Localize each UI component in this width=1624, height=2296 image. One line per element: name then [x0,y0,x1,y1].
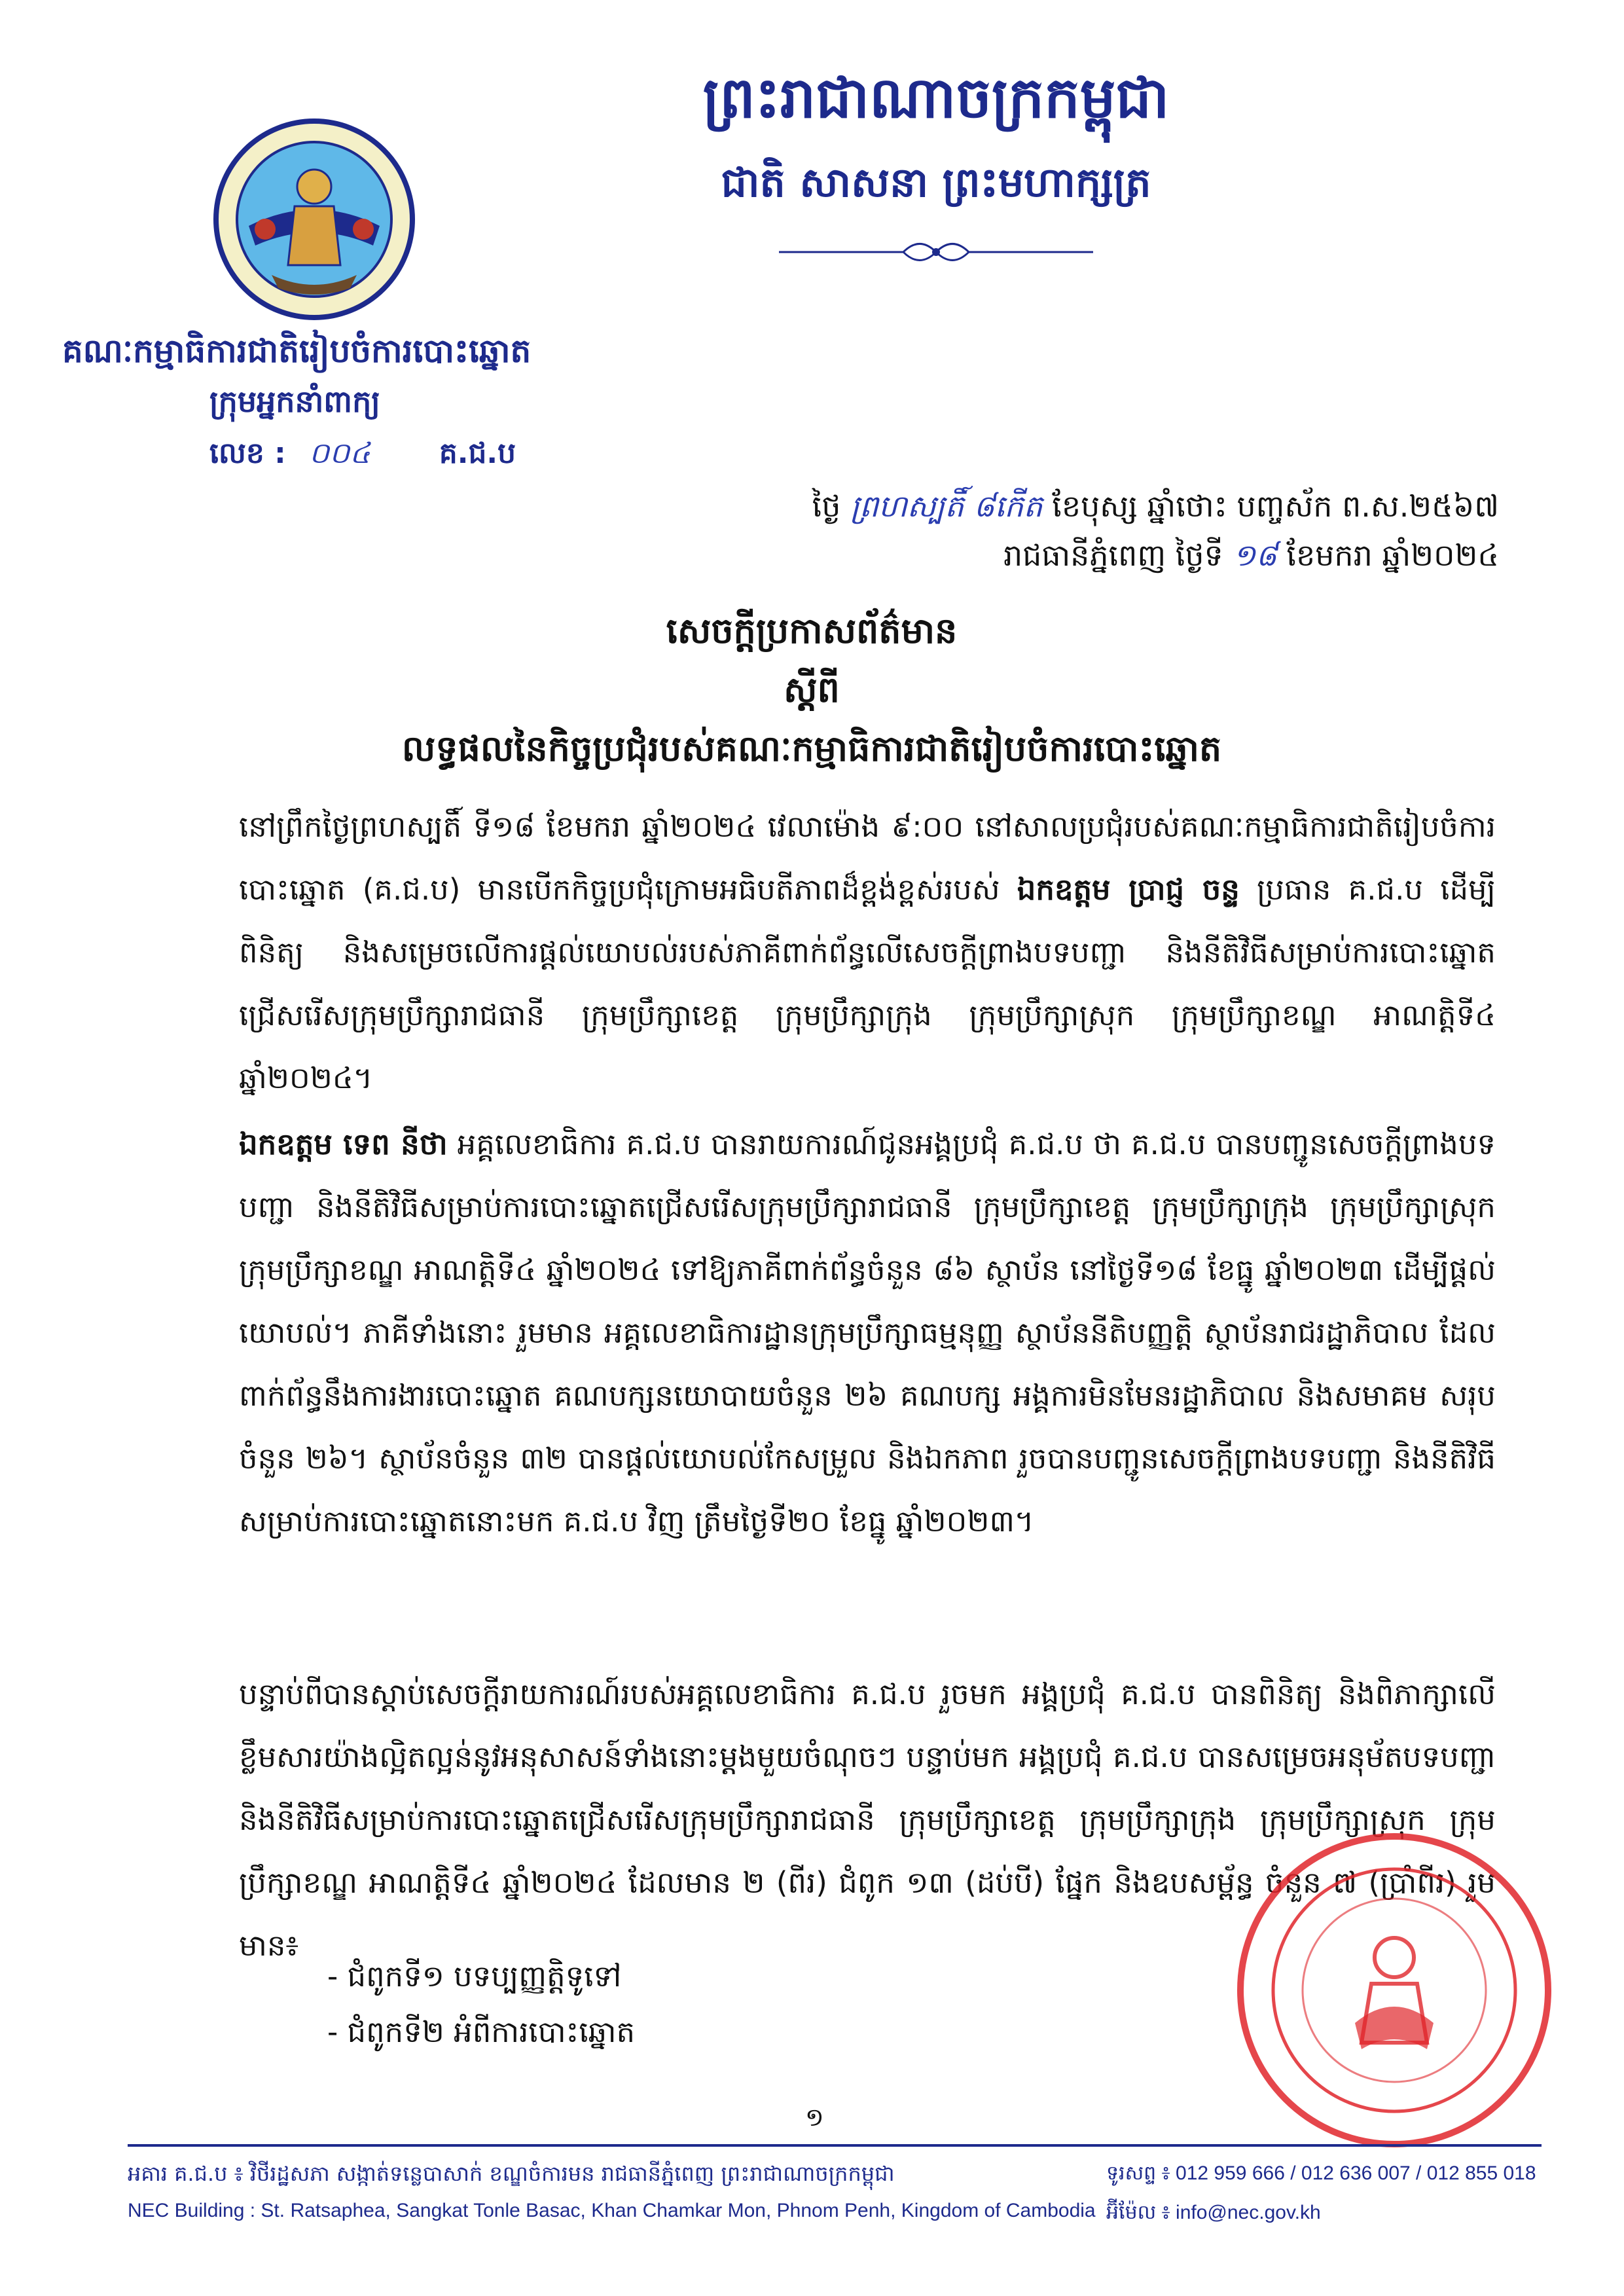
lunar-date-rest: ខែបុស្ស ឆ្នាំថោះ បញ្ចស័ក ព.ស.២៥៦៧ [1052,488,1499,524]
chairman-name: ឯកឧត្តម ប្រាជ្ញ ចន្ទ [1017,872,1240,907]
email-label: អ៊ីម៉ែល ៖ [1106,2202,1170,2223]
solar-date-prefix: រាជធានីភ្នំពេញ ថ្ងៃទី [1003,538,1223,573]
kingdom-title: ព្រះរាជាណាចក្រកម្ពុជា [702,65,1170,131]
nec-logo [209,115,419,324]
solar-date-handwritten: ១៨ [1233,538,1277,573]
official-seal [1231,1827,1558,2154]
paragraph-1-text-b: ប្រធាន គ.ជ.ប ដើម្បីពិនិត្យ និងសម្រេចលើការផ្តល់យោបល់របស់ភាគីពាក់ព័ន្ធលើសេចក្តីព្រាងបទបញ្ជា និងនីតិវិធីសម្រាប់ការបោះឆ្នោតជ្រើសរើសក្រុមប្រឹក្សារាជធានី ក្រុមប្រឹក្សាខេត្ត ក្រុមប្រឹក្សាក្រុង ក្រុមប្រឹក្សាស្រុក ក្រុមប្រឹក្សាខណ្ឌ អាណត្តិទី៤ ឆ្នាំ២០២៤។ [239,872,1496,1095]
organization-unit: ក្រុមអ្នកនាំពាក្យ [209,384,380,419]
lunar-date-handwritten: ព្រហស្បតិ៍ ៨កើត [850,488,1043,524]
document-subject: លទ្ធផលនៃកិច្ចប្រជុំរបស់គណៈកម្មាធិការជាតិរៀបចំការបោះឆ្នោត [401,727,1222,769]
national-motto: ជាតិ សាសនា ព្រះមហាក្សត្រ [721,158,1151,206]
list-item: - ជំពូកទី១ បទប្បញ្ញត្តិទូទៅ [327,1959,622,1994]
organization-name: គណៈកម្មាធិការជាតិរៀបចំការបោះឆ្នោត [62,332,532,370]
footer-address-khmer: អគារ គ.ជ.ប ៖ វិថីរដ្ឋសភា សង្កាត់ទន្លេបាសាក់ ខណ្ឌចំការមន រាជធានីភ្នំពេញ ព្រះរាជាណាចក្រកម្ពុជា [128,2161,895,2186]
document-title: សេចក្តីប្រកាសព័ត៌មាន [666,610,958,651]
paragraph-1-text-a: នៅព្រឹកថ្ងៃព្រហស្បតិ៍ ទី១៨ ខែមករា ឆ្នាំ២០២៤ វេលាម៉ោង ៩:០០ នៅសាលប្រជុំរបស់គណៈកម្មាធិការជាតិរៀបចំការបោះឆ្នោត (គ.ជ.ប) មានបើកកិច្ចប្រជុំក្រោមអធិបតីភាពដ៏ខ្ពង់ខ្ពស់របស់ [239,809,1496,907]
document-subject-label: ស្តីពី [784,668,840,710]
paragraph-2 [239,1113,1496,1553]
phone-label: ទូរសព្ទ ៖ [1106,2162,1170,2184]
ornament-divider [772,232,1100,272]
footer-email [1106,2200,1321,2229]
number-label: លេខ : [209,437,286,470]
paragraph-3: បន្ទាប់ពីបានស្តាប់សេចក្តីរាយការណ៍របស់អគ្គលេខាធិការ គ.ជ.ប រួចមក អង្គប្រជុំ គ.ជ.ប បានពិនិត្យ និងពិភាក្សាលើខ្លឹមសារយ៉ាងល្អិតល្អន់នូវអនុសាសន៍ទាំងនោះម្តងមួយចំណុចៗ បន្ទាប់មក អង្គប្រជុំ គ.ជ.ប បានសម្រេចអនុម័តបទបញ្ជា និងនីតិវិធីសម្រាប់ការបោះឆ្នោតជ្រើសរើសក្រុមប្រឹក្សារាជធានី ក្រុមប្រឹក្សាខេត្ត ក្រុមប្រឹក្សាក្រុង ក្រុមប្រឹក្សាស្រុក ក្រុមប្រឹក្សាខណ្ឌ អាណត្តិទី៤ ឆ្នាំ២០២៤ ដែលមាន ២ (ពីរ) ជំពូក ១៣ (ដប់បី) ផ្នែក និងឧបសម្ព័ន្ធ ចំនួន ៧ (ប្រាំពីរ) រួមមាន៖ [239,1677,1496,1963]
footer-divider [128,2144,1542,2147]
paragraph-1 [239,795,1496,1110]
secretary-general-name: ឯកឧត្តម ទេព នីថា [239,1127,448,1161]
footer-phone [1106,2160,1536,2189]
page-number: ១ [805,2103,824,2132]
list-item: - ជំពូកទី២ អំពីការបោះឆ្នោត [327,2014,636,2049]
solar-date-rest: ខែមករា ឆ្នាំ២០២៤ [1286,538,1499,573]
lunar-date-prefix: ថ្ងៃ [812,488,841,524]
phone-numbers: 012 959 666 / 012 636 007 / 012 855 018 [1176,2162,1536,2184]
email-address[interactable]: info@nec.gov.kh [1176,2202,1321,2223]
reference-number [209,435,516,477]
lunar-date [687,488,1499,532]
number-value: ០០៤ [309,437,370,470]
solar-date [687,537,1499,581]
number-abbr: គ.ជ.ប [439,437,516,470]
footer-address-english: NEC Building : St. Ratsaphea, Sangkat Tonle Basac, Khan Chamkar Mon, Phnom Penh, Kingdom of Cambodia [128,2200,1096,2221]
paragraph-2-text: អគ្គលេខាធិការ គ.ជ.ប បានរាយការណ៍ជូនអង្គប្រជុំ គ.ជ.ប ថា គ.ជ.ប បានបញ្ជូនសេចក្តីព្រាងបទបញ្ជា និងនីតិវិធីសម្រាប់ការបោះឆ្នោតជ្រើសរើសក្រុមប្រឹក្សារាជធានី ក្រុមប្រឹក្សាខេត្ត ក្រុមប្រឹក្សាក្រុង ក្រុមប្រឹក្សាស្រុក ក្រុមប្រឹក្សាខណ្ឌ អាណត្តិទី៤ ឆ្នាំ២០២៤ ទៅឱ្យភាគីពាក់ព័ន្ធចំនួន ៨៦ ស្ថាប័ន នៅថ្ងៃទី១៨ ខែធ្នូ ឆ្នាំ២០២៣ ដើម្បីផ្តល់យោបល់។ ភាគីទាំងនោះ រួមមាន អគ្គលេខាធិការដ្ឋានក្រុមប្រឹក្សាធម្មនុញ្ញ ស្ថាប័ននីតិបញ្ញត្តិ ស្ថាប័នរាជរដ្ឋាភិបាល ដែលពាក់ព័ន្ធនឹងការងារបោះឆ្នោត គណបក្សនយោបាយចំនួន ២៦ គណបក្ស អង្គការមិនមែនរដ្ឋាភិបាល និងសមាគម សរុបចំនួន ២៦។ ស្ថាប័នចំនួន ៣២ បានផ្តល់យោបល់កែសម្រួល និងឯកភាព រួចបានបញ្ជូនសេចក្តីព្រាងបទបញ្ជា និងនីតិវិធីសម្រាប់ការបោះឆ្នោតនោះមក គ.ជ.ប វិញ ត្រឹមថ្ងៃទី២០ ខែធ្នូ ឆ្នាំ២០២៣។ [239,1127,1496,1539]
